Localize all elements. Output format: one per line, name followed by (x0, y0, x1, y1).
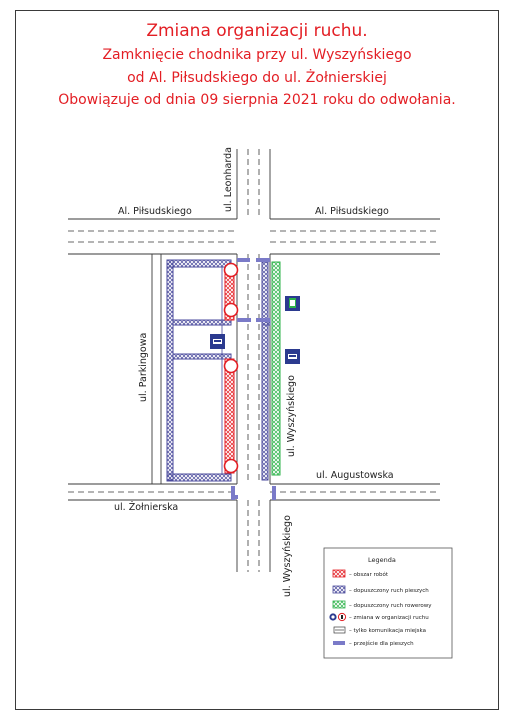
legend-item-bicycle: – dopuszczony ruch rowerowy (349, 603, 432, 609)
road-closed-sign-icon (225, 304, 238, 317)
bus-lane-sign-icon (210, 334, 225, 349)
title-line-4: Obowiązuje od dnia 09 sierpnia 2021 roku do odwołania. (58, 92, 456, 108)
street-label-wyszynskiego-south: ul. Wyszyńskiego (282, 515, 293, 597)
legend-item-sign-change: – zmiana w organizacji ruchu (349, 615, 429, 621)
pedestrian-area (167, 260, 270, 481)
road-closed-sign-icon (225, 360, 238, 373)
street-label-pilsudskiego-right: Al. Piłsudskiego (315, 206, 389, 217)
legend-swatch-work-area (333, 570, 345, 577)
legend-item-pedestrian: – dopuszczony ruch pieszych (349, 588, 429, 594)
legend-item-bus-only: – tylko komunikacja miejska (349, 628, 427, 634)
legend-swatch-bicycle (333, 601, 345, 608)
legend-swatch-pedestrian (333, 586, 345, 593)
bicycle-route (272, 262, 280, 475)
title-line-1: Zmiana organizacji ruchu. (146, 21, 368, 41)
street-label-parkingowa: ul. Parkingowa (138, 332, 149, 402)
bus-lane-sign-icon (285, 349, 300, 364)
legend-swatch-crossing (333, 641, 345, 645)
legend (324, 548, 452, 658)
bus-lane-sign-icon (285, 296, 300, 311)
legend-swatch-bus-only-icon (334, 627, 345, 633)
road-closed-sign-icon (225, 460, 238, 473)
legend-item-work-area: – obszar robót (349, 572, 389, 578)
street-label-pilsudskiego-left: Al. Piłsudskiego (118, 206, 192, 217)
legend-item-crossing: – przejście dla pieszych (349, 641, 414, 647)
pedestrian-outline (173, 267, 222, 474)
street-label-wyszynskiego-north: ul. Wyszyńskiego (286, 375, 297, 457)
road-closed-sign-icon (225, 264, 238, 277)
legend-title: Legenda (368, 556, 396, 564)
street-label-zolnierska: ul. Żołnierska (114, 502, 179, 513)
street-label-augustowska: ul. Augustowska (316, 470, 394, 481)
street-label-leonharda: ul. Leonharda (223, 147, 234, 212)
title-line-2: Zamknięcie chodnika przy ul. Wyszyńskiego (102, 47, 412, 63)
title-line-3: od Al. Piłsudskiego do ul. Żołnierskiej (127, 70, 387, 86)
